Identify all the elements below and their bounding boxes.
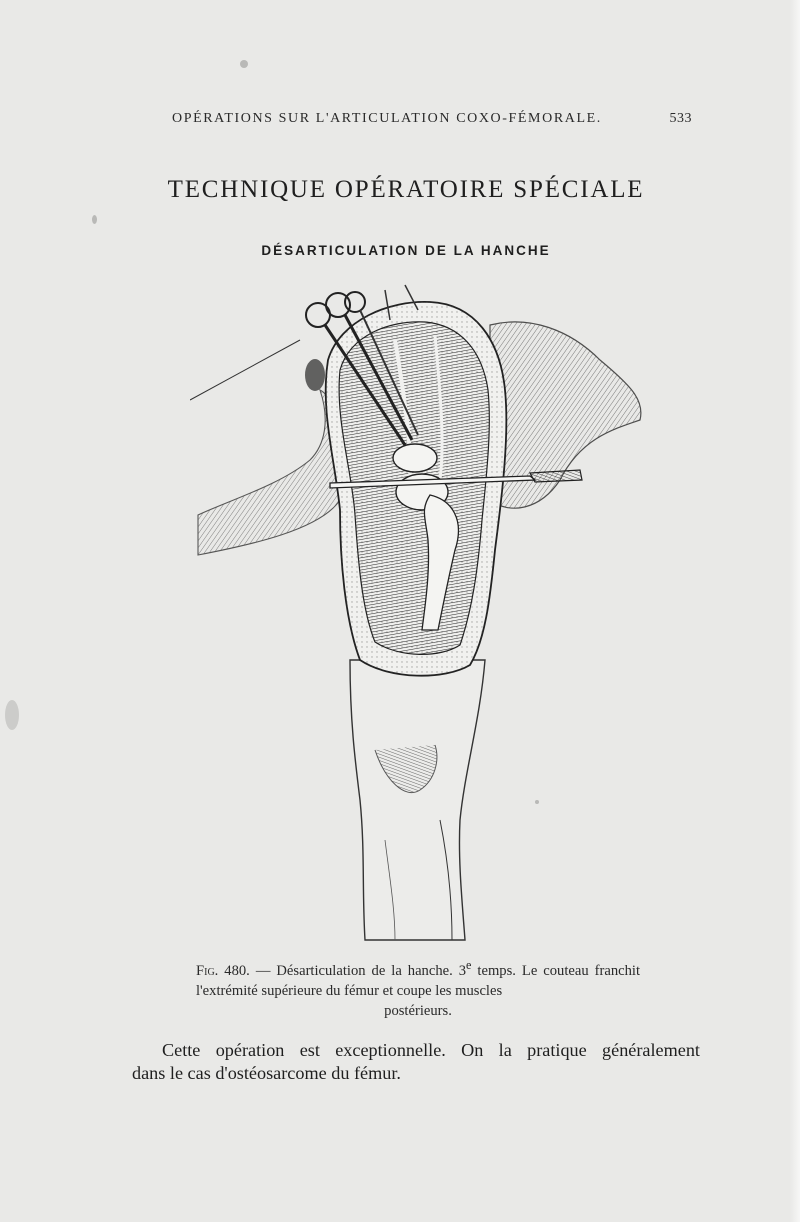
paper-speck bbox=[240, 60, 248, 68]
caption-text-a: — Désarticulation de la hanche. 3 bbox=[249, 962, 467, 979]
caption-text-b: temps. Le couteau franchit l'extrémité supérieure du fémur et coupe les muscles bbox=[196, 962, 640, 999]
body-line-1: Cette opération est exceptionnelle. On la pratique généralement bbox=[162, 1040, 700, 1060]
shadow-mark bbox=[305, 359, 325, 391]
paper-speck bbox=[5, 700, 19, 730]
figure-caption bbox=[196, 955, 640, 1021]
body-paragraph bbox=[132, 1039, 700, 1085]
section-title: TECHNIQUE OPÉRATOIRE SPÉCIALE bbox=[167, 176, 645, 203]
subsection-title: DÉSARTICULATION DE LA HANCHE bbox=[261, 243, 551, 258]
caption-sup: e bbox=[466, 958, 472, 972]
page-number: 533 bbox=[669, 111, 692, 126]
anatomical-figure bbox=[190, 280, 660, 945]
paper-speck bbox=[535, 800, 539, 804]
caption-last-line: postérieurs. bbox=[384, 1002, 452, 1019]
paper-speck bbox=[92, 215, 97, 224]
leg-outline bbox=[350, 660, 485, 940]
running-head-title: OPÉRATIONS SUR L'ARTICULATION COXO-FÉMORALE. bbox=[172, 111, 602, 126]
running-head bbox=[172, 111, 692, 127]
caption-label: Fig. 480. bbox=[196, 962, 250, 979]
body-line-2: dans le cas d'ostéosarcome du fémur. bbox=[132, 1063, 401, 1083]
